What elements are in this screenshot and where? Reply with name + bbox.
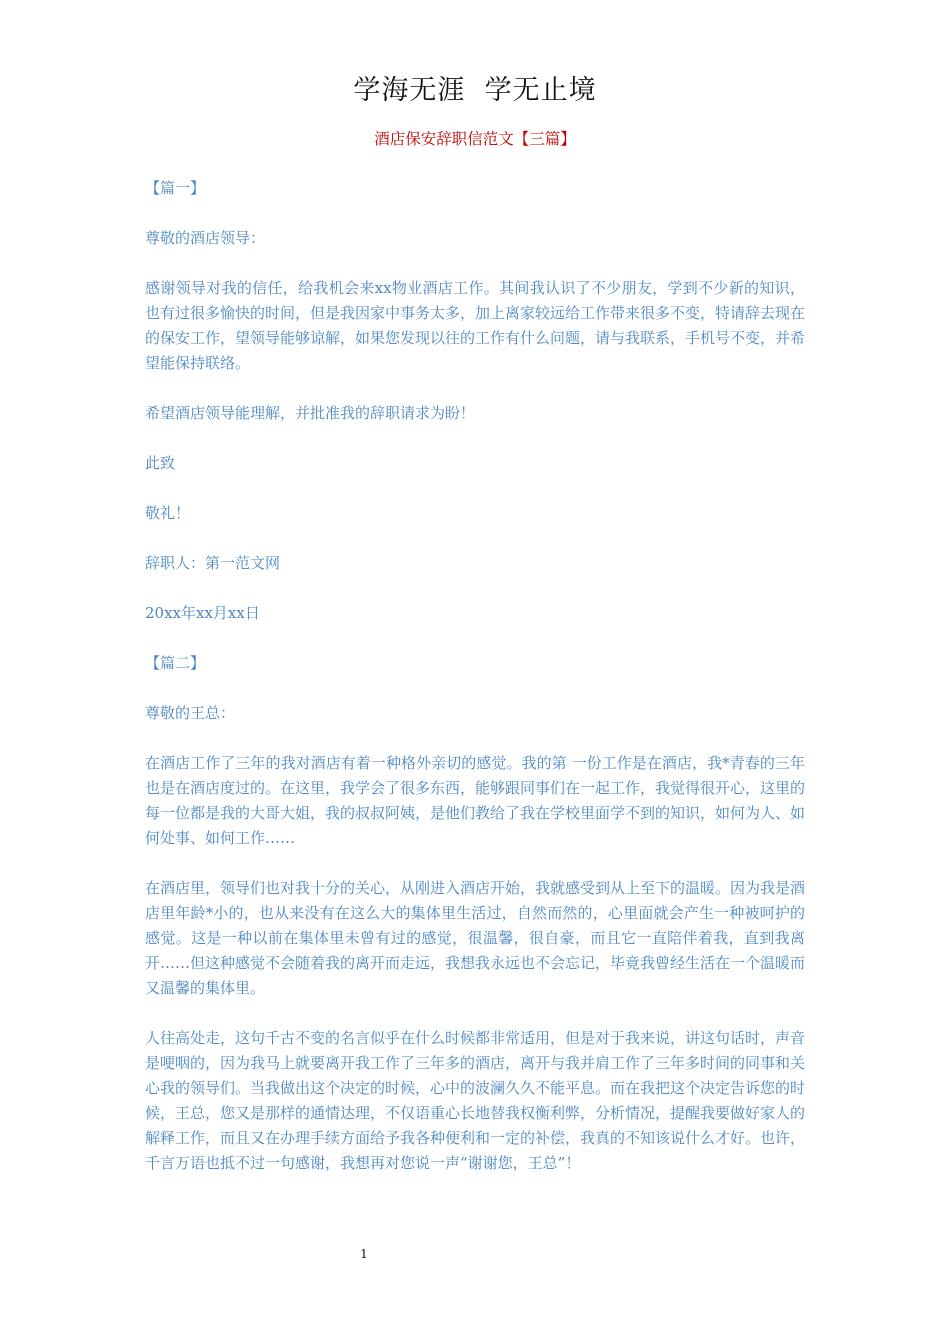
body-paragraph: 希望酒店领导能理解，并批准我的辞职请求为盼！	[145, 404, 476, 422]
page-number: 1	[360, 1247, 368, 1261]
signature-line: 辞职人：第一范文网	[145, 554, 281, 572]
document-body	[145, 176, 805, 1176]
closing-line: 此致	[145, 454, 176, 472]
body-paragraph: 在酒店工作了三年的我对酒店有着一种格外亲切的感觉。我的第 一份工作是在酒店，我*青春的三年也是在酒店度过的。在这里，我学会了很多东西，能够跟同事们在一起工作，我觉得很开心，这里的每一位都是我的大哥大姐，我的叔叔阿姨，是他们教给了我在学校里面学不到的知识，如何为人、如何处事、如何工作……	[145, 754, 806, 847]
page-header: 学海无涯 学无止境	[353, 75, 597, 106]
salutation-1: 尊敬的酒店领导：	[145, 229, 266, 247]
section-heading-1: 【篇一】	[145, 179, 206, 197]
document-title: 酒店保安辞职信范文【三篇】	[374, 130, 576, 148]
body-paragraph: 人往高处走，这句千古不变的名言似乎在什么时候都非常适用，但是对于我来说，讲这句话时，声音是哽咽的，因为我马上就要离开我工作了三年多的酒店，离开与我并肩工作了三年多时间的同事和关心我的领导们。当我做出这个决定的时候，心中的波澜久久不能平息。而在我把这个决定告诉您的时候，王总，您又是那样的通情达理，不仅语重心长地替我权衡利弊，分析情况，提醒我要做好家人的解释工作，而且又在办理手续方面给予我各种便利和一定的补偿，我真的不知该说什么才好。也许，千言万语也抵不过一句感谢，我想再对您说一声“谢谢您，王总”！	[145, 1029, 806, 1172]
date-line: 20xx年xx月xx日	[145, 604, 260, 622]
body-paragraph: 在酒店里，领导们也对我十分的关心，从刚进入酒店开始，我就感受到从上至下的温暖。因为我是酒店里年龄*小的，也从来没有在这么大的集体里生活过，自然而然的，心里面就会产生一种被呵护的感觉。这是一种以前在集体里未曾有过的感觉，很温馨，很自豪，而且它一直陪伴着我，直到我离开……但这种感觉不会随着我的离开而走远，我想我永远也不会忘记，毕竟我曾经生活在一个温暖而又温馨的集体里。	[145, 879, 806, 997]
section-heading-2: 【篇二】	[145, 654, 206, 672]
body-paragraph: 感谢领导对我的信任，给我机会来xx物业酒店工作。其间我认识了不少朋友，学到不少新的知识，也有过很多愉快的时间，但是我因家中事务太多，加上离家较远给工作带来很多不变，特请辞去现在的保安工作，望领导能够谅解，如果您发现以往的工作有什么问题，请与我联系，手机号不变，并希望能保持联络。	[145, 279, 806, 372]
closing-line: 敬礼！	[145, 504, 191, 522]
salutation-2: 尊敬的王总：	[145, 704, 236, 722]
